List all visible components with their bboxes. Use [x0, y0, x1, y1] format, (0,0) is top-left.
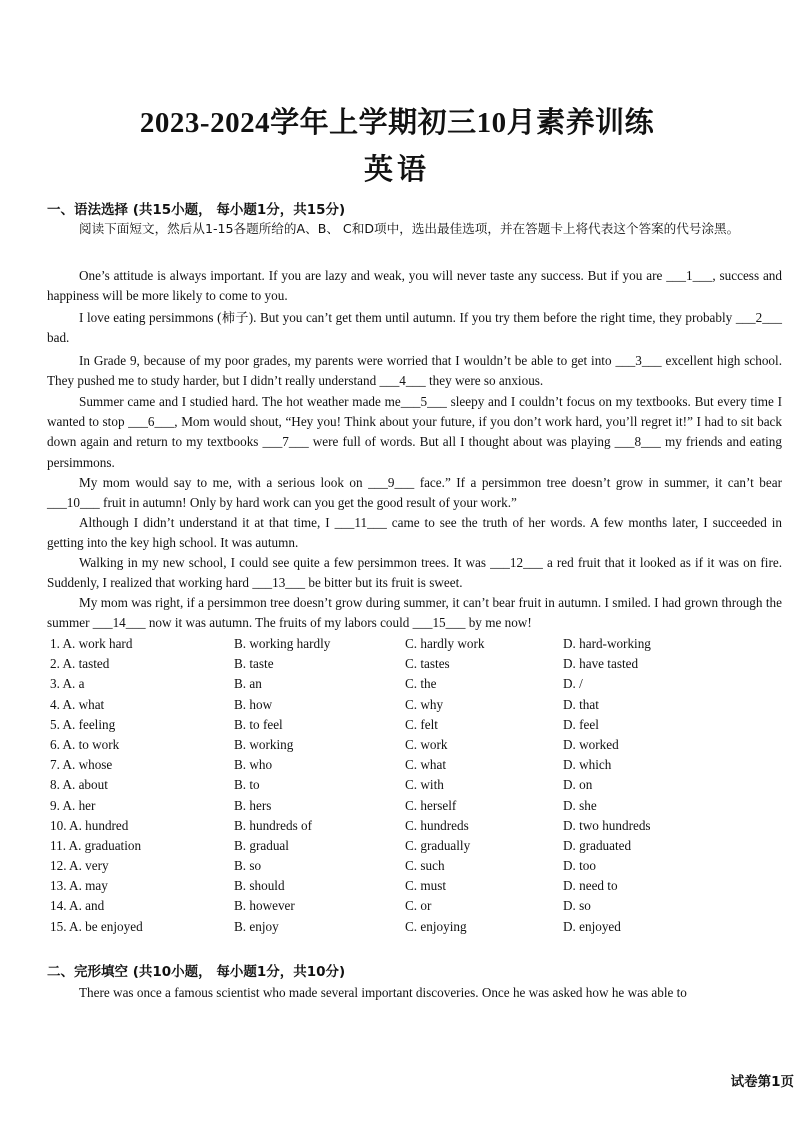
option-choice: C. or	[405, 898, 432, 914]
option-choice: C. enjoying	[405, 918, 467, 934]
passage-paragraph: My mom would say to me, with a serious look on ___9___ face.” If a persimmon tree doesn’t grow in summer, it can’t bear ___10___ fruit in autumn! Only by hard work can you get the good result of your work.”	[47, 475, 782, 511]
option-row	[50, 876, 780, 896]
option-choice: B. working hardly	[234, 636, 331, 651]
option-choice: B. working	[234, 736, 294, 752]
option-choice: 10. A. hundred	[50, 817, 129, 833]
option-choice: D. two hundreds	[563, 817, 651, 833]
answer-options	[50, 634, 780, 937]
option-row	[50, 735, 780, 755]
option-choice: B. taste	[234, 656, 274, 672]
passage-paragraph: Summer came and I studied hard. The hot weather made me___5___ sleepy and I couldn’t focus on my textbooks. But every time I wanted to stop ___6___, Mom would shout, “Hey you! Think about your future, if you don’t work hard, you’ll regret it!” I had to sit back down again and return to my textbooks ___7___ were full of words. But all I thought about was playing ___8___ my friends and eating persimmons.	[47, 394, 782, 470]
option-choice: B. hundreds of	[234, 817, 313, 833]
option-choice: 4. A. what	[50, 696, 105, 712]
option-choice: B. how	[234, 696, 273, 712]
option-choice: B. however	[234, 898, 295, 914]
option-row	[50, 695, 780, 715]
page-footer: 试卷第1页	[730, 1074, 794, 1090]
passage-paragraph: Walking in my new school, I could see quite a few persimmon trees. It was ___12___ a red fruit that it looked as if it was on fire. Suddenly, I realized that working hard ___13___ be bitter but its fruit is sweet.	[47, 555, 782, 591]
option-choice: D. so	[563, 898, 591, 914]
option-choice: D. too	[563, 858, 596, 874]
option-choice: D. have tasted	[563, 656, 639, 672]
option-choice: 14. A. and	[50, 898, 105, 914]
section1-heading: 一、语法选择 (共15小题， 每小题1分，共15分)	[47, 202, 346, 218]
option-choice: B. who	[234, 757, 273, 773]
passage-paragraph: One’s attitude is always important. If you are lazy and weak, you will never taste any success. But if you are ___1___, success and happiness will be more likely to come to you.	[47, 268, 782, 304]
option-choice: C. must	[405, 878, 447, 894]
option-choice: B. an	[234, 676, 262, 692]
option-choice: C. tastes	[405, 656, 450, 672]
option-choice: B. to	[234, 777, 260, 793]
option-choice: D. /	[563, 676, 583, 692]
section2-heading: 二、完形填空 (共10小题， 每小题1分，共10分)	[47, 964, 346, 980]
option-choice: B. enjoy	[234, 918, 279, 934]
option-choice: C. work	[405, 736, 448, 752]
option-choice: B. gradual	[234, 837, 289, 853]
option-choice: 8. A. about	[50, 777, 108, 793]
exam-title: 2023-2024学年上学期初三10月素养训练	[139, 107, 655, 139]
option-choice: 5. A. feeling	[50, 716, 116, 732]
option-choice: C. hardly work	[405, 636, 485, 651]
section2-first-line: There was once a famous scientist who made several important discoveries. Once he was asked how he was able to	[79, 985, 687, 1000]
option-choice: 2. A. tasted	[50, 656, 110, 672]
option-choice: 12. A. very	[50, 858, 109, 874]
passage-paragraph: In Grade 9, because of my poor grades, my parents were worried that I wouldn’t be able to get into ___3___ excellent high school. They pushed me to study harder, but I didn’t really understand ___4___ they were so anxious.	[47, 353, 782, 389]
option-row	[50, 654, 780, 674]
option-choice: C. herself	[405, 797, 457, 813]
option-choice: D. which	[563, 757, 612, 773]
option-row	[50, 896, 780, 916]
option-choice: 7. A. whose	[50, 757, 113, 773]
subject-title: 英语	[363, 154, 430, 186]
option-row	[50, 715, 780, 735]
option-choice: B. should	[234, 878, 285, 894]
option-choice: D. that	[563, 696, 599, 712]
passage-paragraph: My mom was right, if a persimmon tree doesn’t grow during summer, it can’t bear fruit in autumn. I smiled. I had grown through the summer ___14___ now it was autumn. The fruits of my labors could ___15___ by me now!	[47, 595, 782, 631]
passage-paragraph: Although I didn’t understand it at that time, I ___11___ came to see the truth of her words. A few months later, I succeeded in getting into the key high school. It was autumn.	[47, 515, 782, 551]
option-choice: C. with	[405, 777, 444, 793]
option-choice: C. what	[405, 757, 447, 773]
option-choice: B. so	[234, 858, 262, 874]
passage-paragraph: I love eating persimmons (柿子). But you can’t get them until autumn. If you try them before the right time, they probably ___2___ bad.	[47, 310, 782, 346]
section1-instruction: 阅读下面短文，然后从1-15各题所给的A、B、 C和D项中，选出最佳选项，并在答题卡上将代表这个答案的代号涂黑。	[79, 221, 740, 236]
option-row	[50, 775, 780, 795]
option-row	[50, 816, 780, 836]
option-row	[50, 796, 780, 816]
option-row	[50, 755, 780, 775]
option-choice: 1. A. work hard	[50, 636, 133, 651]
option-choice: B. hers	[234, 797, 272, 813]
option-choice: C. felt	[405, 716, 438, 732]
option-row	[50, 674, 780, 694]
option-choice: 15. A. be enjoyed	[50, 918, 143, 934]
option-row	[50, 917, 780, 937]
option-row	[50, 856, 780, 876]
option-row	[50, 634, 780, 654]
option-choice: C. such	[405, 858, 445, 874]
option-choice: 6. A. to work	[50, 736, 120, 752]
option-choice: D. feel	[563, 716, 599, 732]
option-choice: C. the	[405, 676, 437, 692]
option-choice: C. why	[405, 696, 444, 712]
option-choice: 3. A. a	[50, 676, 85, 692]
option-choice: D. she	[563, 797, 597, 813]
option-choice: D. worked	[563, 736, 619, 752]
option-row	[50, 836, 780, 856]
option-choice: C. hundreds	[405, 817, 469, 833]
option-choice: C. gradually	[405, 837, 471, 853]
option-choice: D. need to	[563, 878, 618, 894]
option-choice: D. on	[563, 777, 593, 793]
option-choice: 13. A. may	[50, 878, 108, 894]
option-choice: 11. A. graduation	[50, 837, 142, 853]
option-choice: D. graduated	[563, 837, 632, 853]
option-choice: 9. A. her	[50, 797, 96, 813]
option-choice: B. to feel	[234, 716, 283, 732]
option-choice: D. enjoyed	[563, 918, 621, 934]
option-choice: D. hard-working	[563, 636, 651, 651]
